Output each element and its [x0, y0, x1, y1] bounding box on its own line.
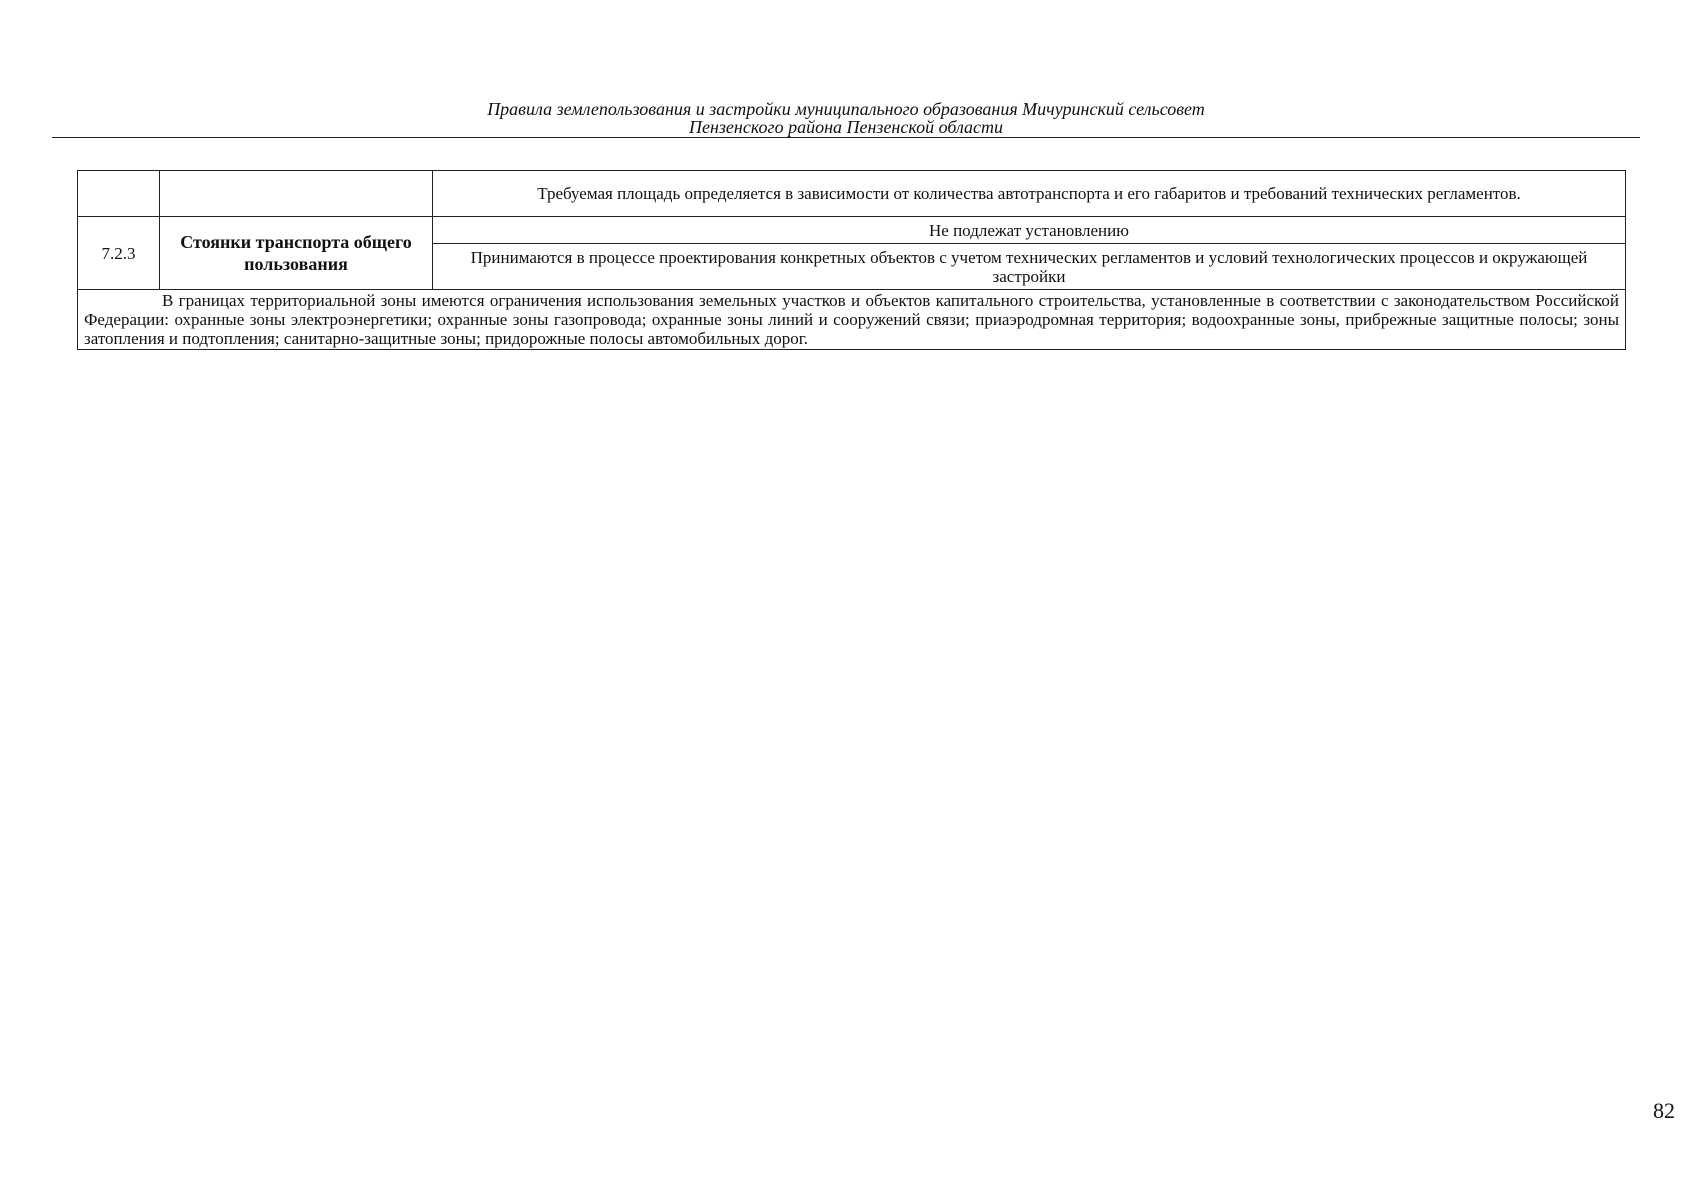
row1-name-cell: [160, 171, 433, 217]
table-row: [78, 217, 1626, 244]
header-line-2: Пензенского района Пензенской области: [688, 117, 1004, 137]
page-header: [52, 100, 1640, 138]
row2-name-cell: Стоянки транспорта общего пользования: [160, 217, 433, 290]
regulations-table: [77, 170, 1626, 350]
row2-code-cell: 7.2.3: [78, 217, 160, 290]
page-number: 82: [1653, 1098, 1675, 1123]
row1-code-cell: [78, 171, 160, 217]
restrictions-note-cell: В границах территориальной зоны имеются ограничения использования земельных участков и объектов капитального строительства, установленные в соответствии с законодательством Российской Федерации: охранные зоны электроэнергетики; охранные зоны газопровода; охранные зоны линий и сооружений связи; приаэродромная территория; водоохранные зоны, прибрежные защитные полосы; зоны затопления и подтопления; санитарно-защитные зоны; придорожные полосы автомобильных дорог.: [78, 290, 1626, 350]
row1-text-cell: Требуемая площадь определяется в зависимости от количества автотранспорта и его габаритов и требований технических регламентов.: [433, 171, 1626, 217]
table-row: [78, 290, 1626, 350]
row2-text-b-cell: Принимаются в процессе проектирования конкретных объектов с учетом технических регламентов и условий технологических процессов и окружающей застройки: [433, 244, 1626, 290]
header-line-1: Правила землепользования и застройки муниципального образования Мичуринский сельсовет: [487, 99, 1205, 119]
table-row: [78, 171, 1626, 217]
row2-text-a-cell: Не подлежат установлению: [433, 217, 1626, 244]
